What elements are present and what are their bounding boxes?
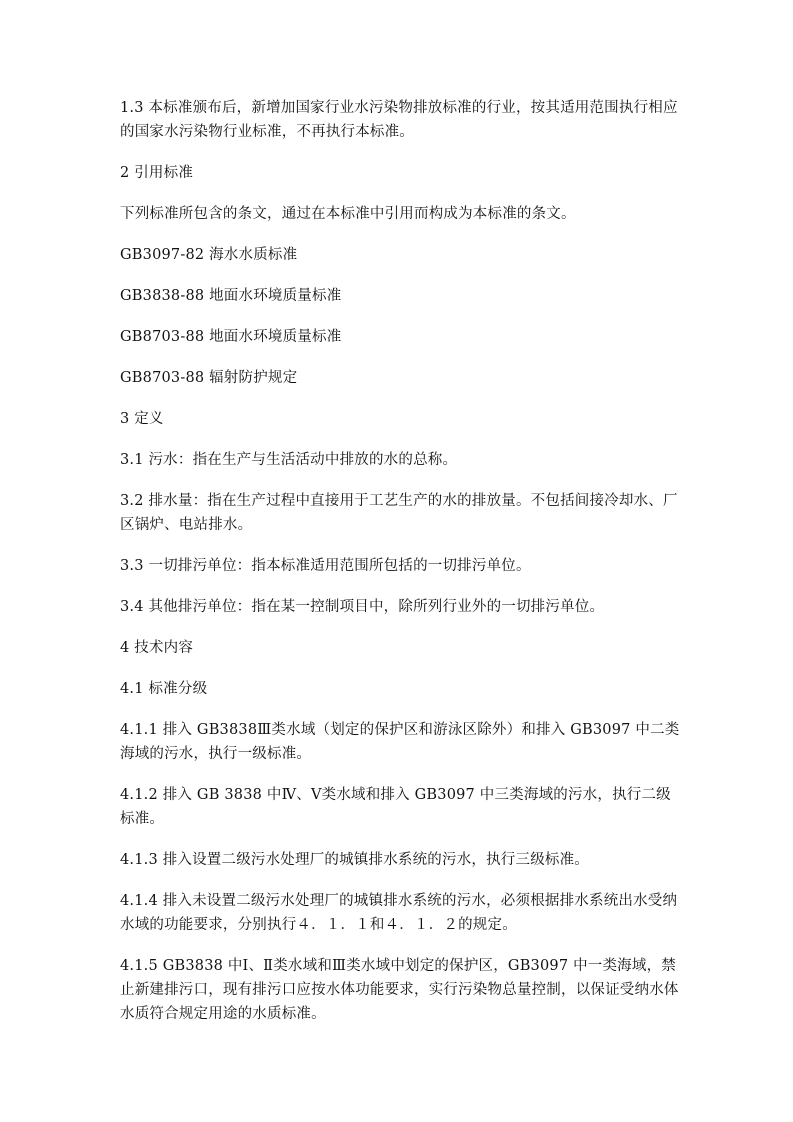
reference-gb8703-surface-water: GB8703-88 地面水环境质量标准: [120, 329, 342, 345]
reference-gb8703-radiation: GB8703-88 辐射防护规定: [120, 370, 298, 386]
definition-3-2: 3.2 排水量：指在生产过程中直接用于工艺生产的水的排放量。不包括间接冷却水、厂区锅炉、电站排水。: [120, 493, 678, 533]
definition-3-3: 3.3 一切排污单位：指本标准适用范围所包括的一切排污单位。: [120, 558, 531, 574]
clause-4-1-4: 4.1.4 排入未设置二级污水处理厂的城镇排水系统的污水，必须根据排水系统出水受纳水域的功能要求，分别执行４．１．１和４．１．２的规定。: [120, 893, 678, 933]
clause-4-1-1: 4.1.1 排入 GB3838Ⅲ类水域（划定的保护区和游泳区除外）和排入 GB3097 中二类海域的污水，执行一级标准。: [120, 722, 680, 762]
definition-3-1: 3.1 污水：指在生产与生活活动中排放的水的总称。: [120, 452, 458, 468]
heading-4-1-standard-grading: 4.1 标准分级: [120, 681, 208, 697]
definition-3-4: 3.4 其他排污单位：指在某一控制项目中，除所列行业外的一切排污单位。: [120, 599, 605, 615]
clause-4-1-5: 4.1.5 GB3838 中Ⅰ、Ⅱ类水域和Ⅲ类水域中划定的保护区，GB3097 中一类海域，禁止新建排污口，现有排污口应按水体功能要求，实行污染物总量控制，以保证受纳水体水质符合规定用途的水质标准。: [120, 958, 679, 1022]
heading-4-technical-content: 4 技术内容: [120, 640, 194, 656]
reference-gb3097: GB3097-82 海水水质标准: [120, 247, 298, 263]
document-page: [120, 96, 680, 1043]
heading-3-definitions: 3 定义: [120, 411, 164, 427]
clause-4-1-2: 4.1.2 排入 GB 3838 中Ⅳ、Ⅴ类水域和排入 GB3097 中三类海域的污水，执行二级标准。: [120, 787, 671, 827]
heading-2-referenced-standards: 2 引用标准: [120, 165, 194, 181]
paragraph-1-3: 1.3 本标准颁布后，新增加国家行业水污染物排放标准的行业，按其适用范围执行相应的国家水污染物行业标准，不再执行本标准。: [120, 100, 678, 140]
reference-gb3838: GB3838-88 地面水环境质量标准: [120, 288, 342, 304]
paragraph-referenced-intro: 下列标准所包含的条文，通过在本标准中引用而构成为本标准的条文。: [120, 206, 576, 222]
clause-4-1-3: 4.1.3 排入设置二级污水处理厂的城镇排水系统的污水，执行三级标准。: [120, 852, 590, 868]
